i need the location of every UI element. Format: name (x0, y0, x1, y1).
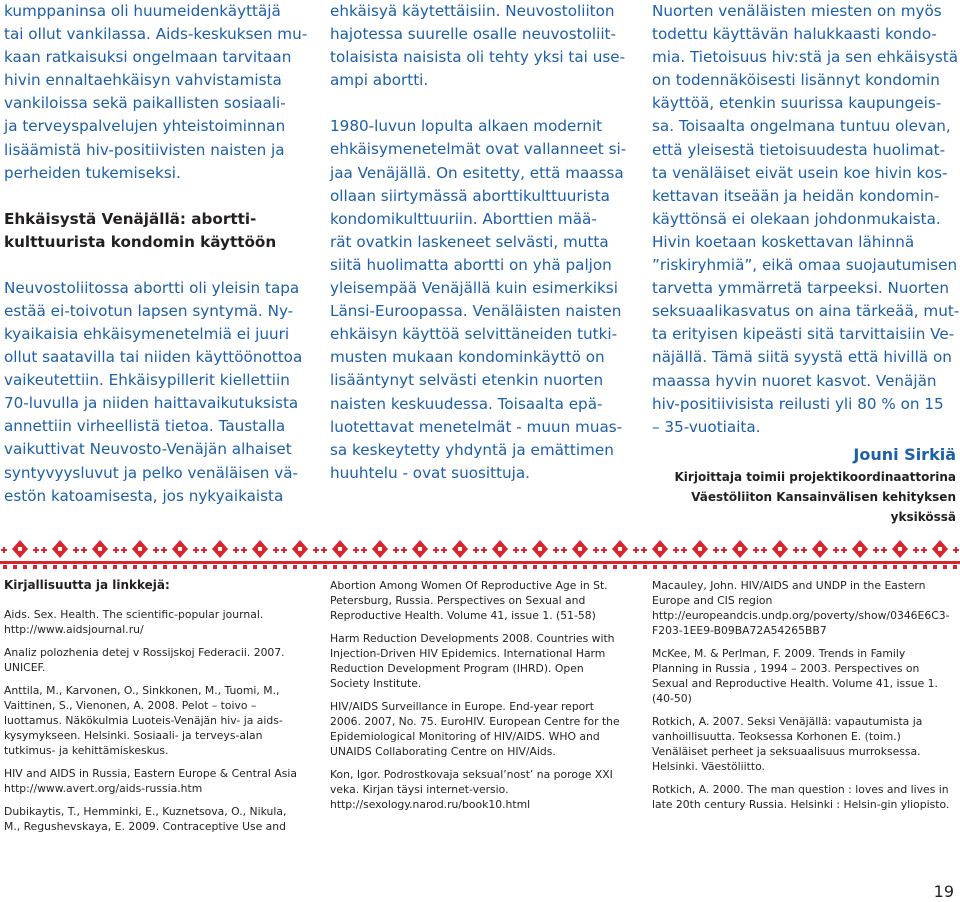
border-motif (321, 540, 359, 569)
text-line: vaikeutettiin. Ehkäisypillerit kiellettiin (4, 371, 290, 390)
text-line: annettiin virheellistä tietoa. Taustalla (4, 417, 286, 436)
text-line: syntyvyysluvut ja pelko venäläisen vä- (4, 463, 299, 482)
column-3-paragraph (652, 0, 960, 439)
text-line: tai ollut vankilassa. Aids-keskuksen mu- (4, 25, 308, 44)
text-line: Hivin koetaan koskettavan lähinnä (652, 232, 915, 251)
text-line: Nuorten venäläisten miesten on myös (652, 2, 942, 20)
reference-entry: Dubikaytis, T., Hemminki, E., Kuznetsova, O., Nikula, M., Regushevskaya, E. 2009. Contraceptive Use and (4, 805, 287, 833)
border-motif (681, 540, 719, 569)
author-role (652, 467, 956, 527)
text-line: hiv-positiivisista reilusti yli 80 % on 15 (652, 394, 944, 413)
text-line: sa keskeytetty yhdyntä ja emättimen (330, 440, 614, 459)
border-motif (281, 540, 319, 569)
reference-entry: Macauley, John. HIV/AIDS and UNDP in the Eastern Europe and CIS region http://europeandcis.undp.org/poverty/show/0346E6C3-F203-1EE9-B09BA72A54265BB7 (652, 579, 950, 637)
border-motif (161, 540, 199, 569)
border-motif (721, 540, 759, 569)
border-motif (1, 540, 39, 569)
text-line: kyaikaisia ehkäisymenetelmiä ei juuri (4, 324, 290, 343)
text-line: ollut saatavilla tai niiden käyttöönottoa (4, 348, 303, 367)
column-3 (652, 0, 960, 527)
column-2-paragraph-1 (330, 0, 624, 92)
text-line: kettavan itseään ja heidän kondomin- (652, 186, 940, 205)
author-role-line: yksikössä (890, 509, 956, 524)
text-line: jaa Venäjällä. On esitetty, että maassa (330, 163, 624, 182)
text-line: on todennäköisesti lisännyt kondomin (652, 71, 940, 90)
border-motif (201, 540, 239, 569)
text-line: ehkäisymenetelmät ovat vallanneet si- (330, 140, 627, 159)
text-line: ta erityisen kipeästi sitä tarvittaisiin Ve- (652, 325, 955, 344)
text-line: mia. Tietoisuus hiv:stä ja sen ehkäisystä (652, 48, 959, 67)
reference-entry: HIV/AIDS Surveillance in Europe. End-year report 2006. 2007, No. 75. EuroHIV. European Centre for the Epidemiological Monitoring of HIV/AIDS. WHO and UNAIDS Collaborating Centre on HIV/Aids. (330, 700, 620, 758)
reference-entry: HIV and AIDS in Russia, Eastern Europe & Central Asia http://www.avert.org/aids-russia.htm (4, 767, 297, 795)
border-motif (801, 540, 839, 569)
text-line: Länsi-Euroopassa. Venäläisten naisten (330, 302, 622, 321)
border-motif (121, 540, 159, 569)
border-motif (521, 540, 559, 569)
reference-entry: McKee, M. & Perlman, F. 2009. Trends in Family Planning in Russia , 1994 – 2003. Perspectives on Sexual and Reproductive Health. Volume 41, issue 1. (40-50) (652, 647, 938, 705)
border-motif (921, 540, 959, 569)
text-line: ampi abortti. (330, 71, 429, 90)
reference-entry: Harm Reduction Developments 2008. Countries with Injection-Driven HIV Epidemics. International Harm Reduction Development Program (IHRD). Open Society Institute. (330, 632, 615, 690)
text-line: näjällä. Tämä siitä syystä että hivillä on (652, 348, 952, 367)
author-name: Jouni Sirkiä (853, 444, 956, 464)
border-motif (841, 540, 879, 569)
border-motif (81, 540, 119, 569)
column-1 (4, 0, 309, 508)
text-line: estää ei-toivotun lapsen syntymä. Ny- (4, 301, 294, 320)
author-role-line: Kirjoittaja toimii projektikoordinaattorina (674, 469, 956, 484)
text-line: lisäämistä hiv-positiivisten naisten ja (4, 140, 285, 159)
text-line: tolaisista naisista oli tehty yksi tai use- (330, 48, 626, 67)
column-2-paragraph-2 (330, 115, 627, 485)
border-motif (441, 540, 479, 569)
text-line: tarvetta ymmärretä tarpeeksi. Nuorten (652, 279, 949, 298)
border-baseline (0, 561, 960, 564)
text-line: rät ovatkin laskeneet selvästi, mutta (330, 232, 609, 251)
column-2 (330, 0, 627, 485)
reference-entry: Kon, Igor. Podrostkovaja seksual’nost’ na poroge XXI veka. Kirjan täysi internet-versio. http://sexology.narod.ru/book10.html (330, 768, 613, 811)
text-line: ja terveyspalvelujen yhteistoiminnan (4, 117, 286, 136)
reference-entry: Aids. Sex. Health. The scientific-popular journal. http://www.aidsjournal.ru/ (4, 608, 264, 636)
reference-entry: Anttila, M., Karvonen, O., Sinkkonen, M., Tuomi, M., Vaittinen, S., Vienonen, A. 2008. Pelot – toivo – luottamus. Näkökulmia Luoteis-Venäjän hiv- ja aids-kysymykseen. Helsinki. Sosiaali- ja terveys-alan tutkimus- ja kehittämiskeskus. (4, 684, 283, 757)
text-line: ta venäläiset eivät usein koe hivin kos- (652, 163, 948, 182)
text-line: Neuvostoliitossa abortti oli yleisin tapa (4, 278, 300, 297)
reference-entry: Analiz polozhenia detej v Rossijskoj Federacii. 2007. UNICEF. (4, 646, 285, 674)
text-line: naisten keskuudessa. Toisaalta epä- (330, 394, 603, 413)
reference-entry: Rotkich, A. 2007. Seksi Venäjällä: vapautumista ja vanhoillisuutta. Teoksessa Korhonen E. (toim.) Venäläiset perheet ja seksuaalisuus murroksessa. Helsinki. Väestöliitto. (652, 715, 923, 773)
text-line: musten mukaan kondominkäyttö on (330, 348, 605, 367)
border-motif (641, 540, 679, 569)
references-title: Kirjallisuutta ja linkkejä: (4, 578, 170, 592)
text-line: estön katoamisesta, jos nykyaikaista (4, 486, 284, 505)
author-role-line: Väestöliiton Kansainvälisen kehityksen (691, 489, 956, 504)
text-line: seksuaalikasvatus on aina tärkeää, mut- (652, 302, 960, 321)
border-motif (561, 540, 599, 569)
text-line: vaikuttivat Neuvosto-Venäjän alhaiset (4, 440, 292, 459)
text-line: maassa hyvin nuoret kasvot. Venäjän (652, 371, 937, 390)
text-line: siitä huolimatta abortti on yhä paljon (330, 255, 612, 274)
text-line: kondomikulttuuriin. Aborttien mää- (330, 209, 597, 228)
text-line: ”riskiryhmiä”, eikä omaa suojautumisen (652, 256, 958, 275)
column-1-paragraph-1 (4, 0, 309, 185)
column-1-paragraph-2 (4, 277, 309, 508)
text-line: yleisempää Venäjällä kuin esimerkiksi (330, 279, 618, 298)
text-line: – 35-vuotiaita. (652, 417, 761, 436)
border-motif (881, 540, 919, 569)
text-line: sa. Toisaalta ongelmana tuntuu olevan, (652, 117, 951, 136)
reference-entry: Abortion Among Women Of Reproductive Age in St. Petersburg, Russia. Perspectives on Sexual and Reproductive Health. Volume 41, issue 1. (51-58) (330, 579, 608, 622)
border-motif (241, 540, 279, 569)
page-number: 19 (933, 882, 954, 901)
heading-line: Ehkäisystä Venäjällä: abortti- (4, 209, 257, 228)
border-motif (601, 540, 639, 569)
references-column-2 (330, 578, 626, 820)
border-motif (41, 540, 79, 569)
text-line: huuhtelu - ovat suosittuja. (330, 463, 531, 482)
heading-line: kulttuurista kondomin käyttöön (4, 232, 277, 251)
text-line: ehkäisyä käytettäisiin. Neuvostoliiton (330, 2, 615, 20)
border-motif (481, 540, 519, 569)
section-heading (4, 208, 309, 254)
text-line: 1980-luvun lopulta alkaen modernit (330, 117, 603, 136)
text-line: perheiden tukemiseksi. (4, 163, 181, 182)
text-line: luotettavat menetelmät - muun muas- (330, 417, 623, 436)
text-line: hivin ennaltaehkäisyn vahvistamista (4, 71, 282, 90)
text-line: ehkäisyn käyttöä selvittäneiden tutki- (330, 325, 618, 344)
border-motif (401, 540, 439, 569)
reference-entry: Rotkich, A. 2000. The man question : loves and lives in late 20th century Russia. Helsinki : Helsin-gin yliopisto. (652, 783, 950, 811)
references-column-3 (652, 578, 952, 820)
text-line: kumppaninsa oli huumeidenkäyttäjä (4, 2, 281, 20)
text-line: hajotessa suurelle osalle neuvostoliit- (330, 25, 616, 44)
text-line: ollaan siirtymässä aborttikulttuurista (330, 186, 610, 205)
text-line: 70-luvulla ja niiden haittavaikutuksista (4, 394, 299, 413)
text-line: kaan ratkaisuksi ongelmaan tarvitaan (4, 48, 292, 67)
text-line: käyttönsä ei olekaan johdonmukaista. (652, 209, 941, 228)
text-line: todettu käyttävän halukkaasti kondo- (652, 25, 937, 44)
text-line: käyttöä, etenkin suurissa kaupungeis- (652, 94, 942, 113)
border-motif (361, 540, 399, 569)
border-motif (761, 540, 799, 569)
text-line: vankiloissa sekä paikallisten sosiaali- (4, 94, 286, 113)
folk-embroidery-border (0, 536, 960, 576)
text-line: että yleisestä tietoisuudesta huolimat- (652, 140, 946, 159)
text-line: lisääntynyt selvästi etenkin nuorten (330, 371, 604, 390)
references-column-1 (4, 578, 304, 842)
